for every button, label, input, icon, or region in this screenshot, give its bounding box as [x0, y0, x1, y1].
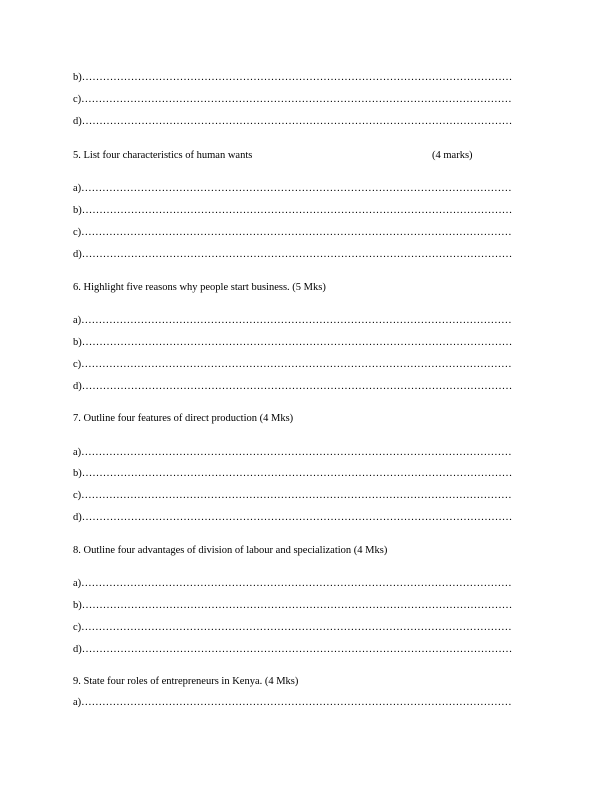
answer-line-q8-a[interactable]: a)…………………………………………………………………………………………………………… [73, 578, 512, 589]
question-5-marks: (4 marks) [432, 150, 473, 161]
answer-line-q7-a[interactable]: a)…………………………………………………………………………………………………………… [73, 447, 512, 458]
answer-line-prev-c[interactable]: c)…………………………………………………………………………………………………………… [73, 94, 512, 105]
answer-line-q7-d[interactable]: d)…………………………………………………………………………………………………………… [73, 512, 513, 523]
answer-line-q6-a[interactable]: a)…………………………………………………………………………………………………………… [73, 315, 512, 326]
question-5-text: 5. List four characteristics of human wants [73, 150, 253, 161]
answer-line-q6-b[interactable]: b)…………………………………………………………………………………………………………… [73, 337, 513, 348]
answer-line-q5-b[interactable]: b)…………………………………………………………………………………………………………… [73, 205, 513, 216]
answer-line-q5-a[interactable]: a)…………………………………………………………………………………………………………… [73, 183, 512, 194]
question-6-text: 6. Highlight five reasons why people start business. (5 Mks) [73, 282, 326, 293]
answer-line-q8-b[interactable]: b)…………………………………………………………………………………………………………… [73, 600, 513, 611]
answer-line-q7-c[interactable]: c)…………………………………………………………………………………………………………… [73, 490, 512, 501]
answer-line-q6-c[interactable]: c)…………………………………………………………………………………………………………… [73, 359, 512, 370]
question-8-text: 8. Outline four advantages of division of labour and specialization (4 Mks) [73, 545, 388, 556]
answer-line-q6-d[interactable]: d)…………………………………………………………………………………………………………… [73, 381, 513, 392]
answer-line-q5-c[interactable]: c)…………………………………………………………………………………………………………… [73, 227, 512, 238]
answer-line-q9-a[interactable]: a)…………………………………………………………………………………………………………… [73, 697, 512, 708]
answer-line-prev-b[interactable]: b)…………………………………………………………………………………………………………… [73, 72, 513, 83]
question-9-text: 9. State four roles of entrepreneurs in Kenya. (4 Mks) [73, 676, 299, 687]
answer-line-q8-c[interactable]: c)…………………………………………………………………………………………………………… [73, 622, 512, 633]
answer-line-q5-d[interactable]: d)…………………………………………………………………………………………………………… [73, 249, 513, 260]
question-7-text: 7. Outline four features of direct production (4 Mks) [73, 413, 294, 424]
answer-line-prev-d[interactable]: d)…………………………………………………………………………………………………………… [73, 116, 513, 127]
answer-line-q7-b[interactable]: b)…………………………………………………………………………………………………………… [73, 468, 513, 479]
answer-line-q8-d[interactable]: d)…………………………………………………………………………………………………………… [73, 644, 513, 655]
